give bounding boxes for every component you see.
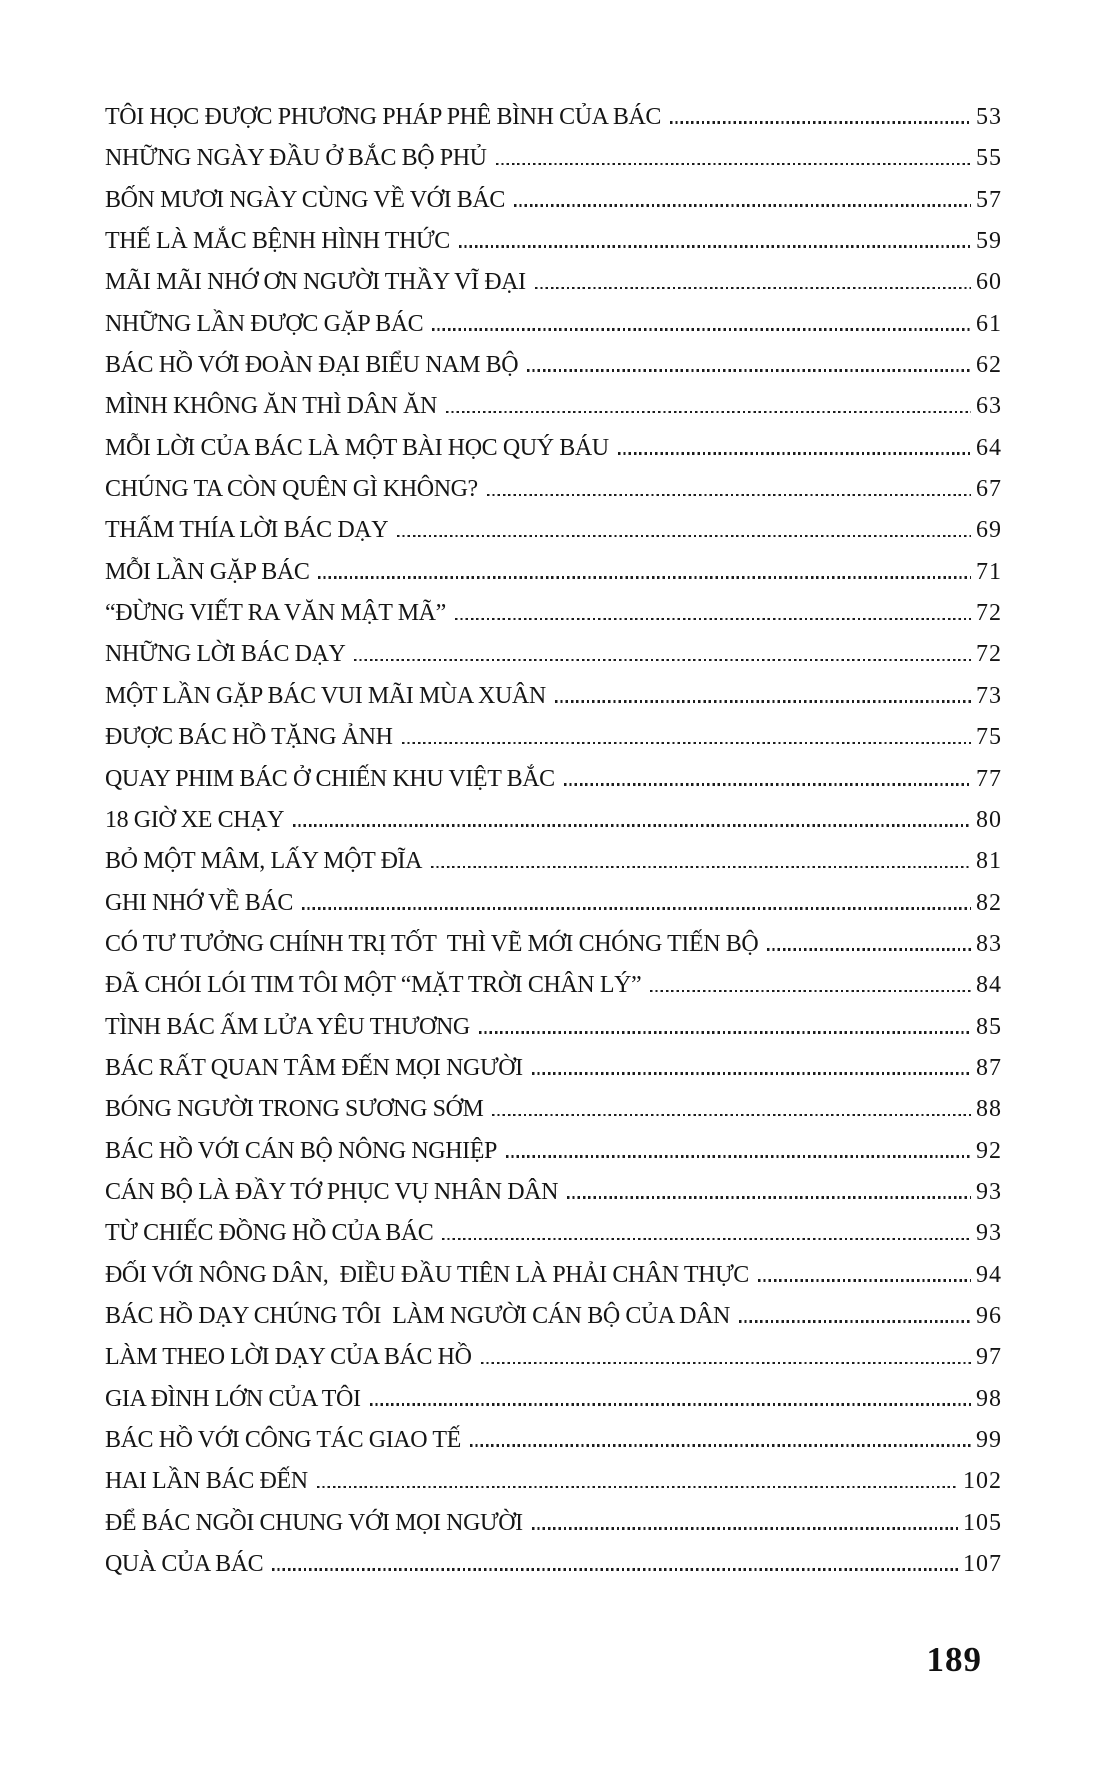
dotted-leader xyxy=(567,1196,971,1199)
toc-entry-page-number: 93 xyxy=(976,1178,1002,1205)
dotted-leader xyxy=(618,452,971,455)
toc-entry-title: BỎ MỘT MÂM, LẤY MỘT ĐĨA xyxy=(105,848,423,875)
dotted-leader xyxy=(527,369,971,372)
toc-entry-page-number: 85 xyxy=(976,1013,1002,1040)
toc-entry xyxy=(105,848,1002,889)
toc-entry-page-number: 88 xyxy=(976,1096,1002,1123)
toc-entry-title: ĐỐI VỚI NÔNG DÂN, ĐIỀU ĐẦU TIÊN LÀ PHẢI CHÂN THỰC xyxy=(105,1261,749,1288)
toc-entry-page-number: 72 xyxy=(976,641,1002,668)
toc-entry-title: MỘT LẦN GẶP BÁC VUI MÃI MÙA XUÂN xyxy=(105,682,546,709)
toc-entry-page-number: 69 xyxy=(976,517,1002,544)
dotted-leader xyxy=(487,494,971,497)
toc-entry-title: CÓ TƯ TƯỞNG CHÍNH TRỊ TỐT THÌ VẼ MỚI CHÓNG TIẾN BỘ xyxy=(105,930,759,957)
dotted-leader xyxy=(506,1155,971,1158)
dotted-leader xyxy=(272,1568,958,1571)
toc-entry-title: MÃI MÃI NHỚ ƠN NGƯỜI THẦY VĨ ĐẠI xyxy=(105,269,526,296)
toc-entry xyxy=(105,931,1002,972)
toc-entry xyxy=(105,1096,1002,1137)
toc-entry-page-number: 93 xyxy=(976,1220,1002,1247)
dotted-leader xyxy=(670,121,971,124)
toc-entry-title: BÓNG NGƯỜI TRONG SƯƠNG SỚM xyxy=(105,1096,484,1123)
toc-entry-page-number: 72 xyxy=(976,600,1002,627)
toc-entry xyxy=(105,145,1002,186)
toc-entry-page-number: 87 xyxy=(976,1054,1002,1081)
dotted-leader xyxy=(455,618,971,621)
toc-entry xyxy=(105,228,1002,269)
toc-entry-page-number: 94 xyxy=(976,1261,1002,1288)
toc-entry xyxy=(105,972,1002,1013)
toc-entry xyxy=(105,807,1002,848)
dotted-leader xyxy=(532,1072,971,1075)
toc-entry xyxy=(105,393,1002,434)
dotted-leader xyxy=(402,742,971,745)
toc-entry-title: BÁC HỒ DẠY CHÚNG TÔI LÀM NGƯỜI CÁN BỘ CỦA DÂN xyxy=(105,1302,730,1329)
toc-entry xyxy=(105,1510,1002,1551)
toc-entry xyxy=(105,1138,1002,1179)
dotted-leader xyxy=(564,783,971,786)
toc-entry-page-number: 67 xyxy=(976,476,1002,503)
dotted-leader xyxy=(496,163,971,166)
dotted-leader xyxy=(650,990,971,993)
toc-entry-page-number: 75 xyxy=(976,724,1002,751)
toc-entry xyxy=(105,1262,1002,1303)
toc-entry-title: CHÚNG TA CÒN QUÊN GÌ KHÔNG? xyxy=(105,476,478,503)
dotted-leader xyxy=(317,1486,958,1489)
toc-entry xyxy=(105,1179,1002,1220)
toc-entry xyxy=(105,683,1002,724)
toc-entry-page-number: 60 xyxy=(976,269,1002,296)
toc-entry xyxy=(105,435,1002,476)
toc-entry-page-number: 99 xyxy=(976,1427,1002,1453)
dotted-leader xyxy=(459,245,971,248)
toc-entry-page-number: 107 xyxy=(963,1551,1002,1578)
toc-entry-page-number: 59 xyxy=(976,228,1002,255)
toc-entry-page-number: 62 xyxy=(976,352,1002,379)
dotted-leader xyxy=(397,535,971,538)
toc-entry-title: TỪ CHIẾC ĐỒNG HỒ CỦA BÁC xyxy=(105,1220,434,1247)
toc-entry xyxy=(105,311,1002,352)
toc-entry-title: 18 GIỜ XE CHẠY xyxy=(105,806,285,833)
toc-entry-page-number: 83 xyxy=(976,930,1002,957)
toc-entry xyxy=(105,600,1002,641)
toc-entry-page-number: 71 xyxy=(976,558,1002,585)
toc-entry-title: LÀM THEO LỜI DẠY CỦA BÁC HỒ xyxy=(105,1344,472,1371)
toc-entry-title: BỐN MƯƠI NGÀY CÙNG VỀ VỚI BÁC xyxy=(105,186,505,213)
toc-entry-page-number: 96 xyxy=(976,1302,1002,1329)
toc-entry-title: MÌNH KHÔNG ĂN THÌ DÂN ĂN xyxy=(105,393,437,420)
toc-entry-title: BÁC HỒ VỚI CÁN BỘ NÔNG NGHIỆP xyxy=(105,1137,497,1164)
toc-entry-page-number: 92 xyxy=(976,1137,1002,1164)
dotted-leader xyxy=(479,1031,971,1034)
toc-entry-page-number: 81 xyxy=(976,848,1002,875)
toc-entry-title: GHI NHỚ VỀ BÁC xyxy=(105,889,293,916)
toc-entry-title: QUAY PHIM BÁC Ở CHIẾN KHU VIỆT BẮC xyxy=(105,765,555,792)
toc-entry xyxy=(105,1220,1002,1261)
toc-entry-page-number: 63 xyxy=(976,393,1002,420)
toc-entry-title: MỖI LỜI CỦA BÁC LÀ MỘT BÀI HỌC QUÝ BÁU xyxy=(105,434,609,461)
toc-entry xyxy=(105,1303,1002,1344)
toc-entry-title: NHỮNG LỜI BÁC DẠY xyxy=(105,641,346,668)
toc-entry xyxy=(105,641,1002,682)
toc-entry xyxy=(105,1014,1002,1055)
toc-entry xyxy=(105,766,1002,807)
dotted-leader xyxy=(318,576,971,579)
toc-entry-page-number: 82 xyxy=(976,889,1002,916)
toc-entry xyxy=(105,104,1002,145)
toc-entry xyxy=(105,559,1002,600)
toc-entry-page-number: 77 xyxy=(976,765,1002,792)
dotted-leader xyxy=(758,1279,971,1282)
toc-entry-page-number: 98 xyxy=(976,1385,1002,1412)
toc-entry-title: TÔI HỌC ĐƯỢC PHƯƠNG PHÁP PHÊ BÌNH CỦA BÁC xyxy=(105,104,662,130)
toc-entry-title: TÌNH BÁC ẤM LỬA YÊU THƯƠNG xyxy=(105,1013,470,1040)
toc-entry-title: ĐỂ BÁC NGỒI CHUNG VỚI MỌI NGƯỜI xyxy=(105,1509,523,1536)
toc-entry xyxy=(105,187,1002,228)
toc-entry-title: BÁC HỒ VỚI ĐOÀN ĐẠI BIỂU NAM BỘ xyxy=(105,352,519,379)
toc-entry-title: “ĐỪNG VIẾT RA VĂN MẬT MÃ” xyxy=(105,600,446,627)
toc-entry-title: QUÀ CỦA BÁC xyxy=(105,1551,264,1578)
toc-entry xyxy=(105,352,1002,393)
toc-entry-page-number: 61 xyxy=(976,310,1002,337)
toc-entry xyxy=(105,1055,1002,1096)
toc-entry xyxy=(105,890,1002,931)
dotted-leader xyxy=(532,1527,958,1530)
toc-entry-title: MỖI LẦN GẶP BÁC xyxy=(105,558,310,585)
toc-entry-title: GIA ĐÌNH LỚN CỦA TÔI xyxy=(105,1385,361,1412)
dotted-leader xyxy=(431,866,971,869)
toc-entry xyxy=(105,517,1002,558)
toc-entry-page-number: 73 xyxy=(976,682,1002,709)
dotted-leader xyxy=(293,824,971,827)
dotted-leader xyxy=(446,411,971,414)
dotted-leader xyxy=(492,1114,971,1117)
toc-entry-page-number: 57 xyxy=(976,186,1002,213)
toc-entry-title: THẤM THÍA LỜI BÁC DẠY xyxy=(105,517,389,544)
toc-entry xyxy=(105,1551,1002,1592)
dotted-leader xyxy=(514,204,971,207)
dotted-leader xyxy=(470,1444,971,1447)
toc-entry-title: ĐƯỢC BÁC HỒ TẶNG ẢNH xyxy=(105,724,393,751)
toc-entry-title: NHỮNG NGÀY ĐẦU Ở BẮC BỘ PHỦ xyxy=(105,145,487,172)
dotted-leader xyxy=(555,700,971,703)
toc-entry-title: THẾ LÀ MẮC BỆNH HÌNH THỨC xyxy=(105,228,450,255)
toc-entry-title: NHỮNG LẦN ĐƯỢC GẶP BÁC xyxy=(105,310,424,337)
dotted-leader xyxy=(481,1362,971,1365)
toc-entry-page-number: 105 xyxy=(963,1509,1002,1536)
dotted-leader xyxy=(370,1403,971,1406)
toc-entry-title: BÁC RẤT QUAN TÂM ĐẾN MỌI NGƯỜI xyxy=(105,1054,523,1081)
dotted-leader xyxy=(354,659,971,662)
toc-entry xyxy=(105,1468,1002,1509)
toc-entry-page-number: 102 xyxy=(963,1468,1002,1495)
page-number: 189 xyxy=(926,1640,982,1679)
toc-entry-page-number: 64 xyxy=(976,434,1002,461)
dotted-leader xyxy=(767,948,971,951)
toc-entry-page-number: 80 xyxy=(976,806,1002,833)
toc-entry xyxy=(105,269,1002,310)
dotted-leader xyxy=(432,328,971,331)
toc-entry xyxy=(105,476,1002,517)
dotted-leader xyxy=(302,907,971,910)
toc-entry-page-number: 55 xyxy=(976,145,1002,172)
dotted-leader xyxy=(442,1238,971,1241)
dotted-leader xyxy=(535,287,971,290)
toc-entry xyxy=(105,1427,1002,1468)
toc-entry-page-number: 53 xyxy=(976,104,1002,130)
toc-entry xyxy=(105,1344,1002,1385)
toc-entry-title: CÁN BỘ LÀ ĐẦY TỚ PHỤC VỤ NHÂN DÂN xyxy=(105,1178,559,1205)
toc-entry-page-number: 97 xyxy=(976,1344,1002,1371)
toc-entry-title: BÁC HỒ VỚI CÔNG TÁC GIAO TẾ xyxy=(105,1427,461,1453)
table-of-contents xyxy=(105,104,1002,1592)
toc-entry-title: ĐÃ CHÓI LÓI TIM TÔI MỘT “MẶT TRỜI CHÂN LÝ” xyxy=(105,972,642,999)
dotted-leader xyxy=(739,1320,971,1323)
toc-entry-title: HAI LẦN BÁC ĐẾN xyxy=(105,1468,308,1495)
toc-entry xyxy=(105,724,1002,765)
toc-entry-page-number: 84 xyxy=(976,972,1002,999)
toc-entry xyxy=(105,1386,1002,1427)
